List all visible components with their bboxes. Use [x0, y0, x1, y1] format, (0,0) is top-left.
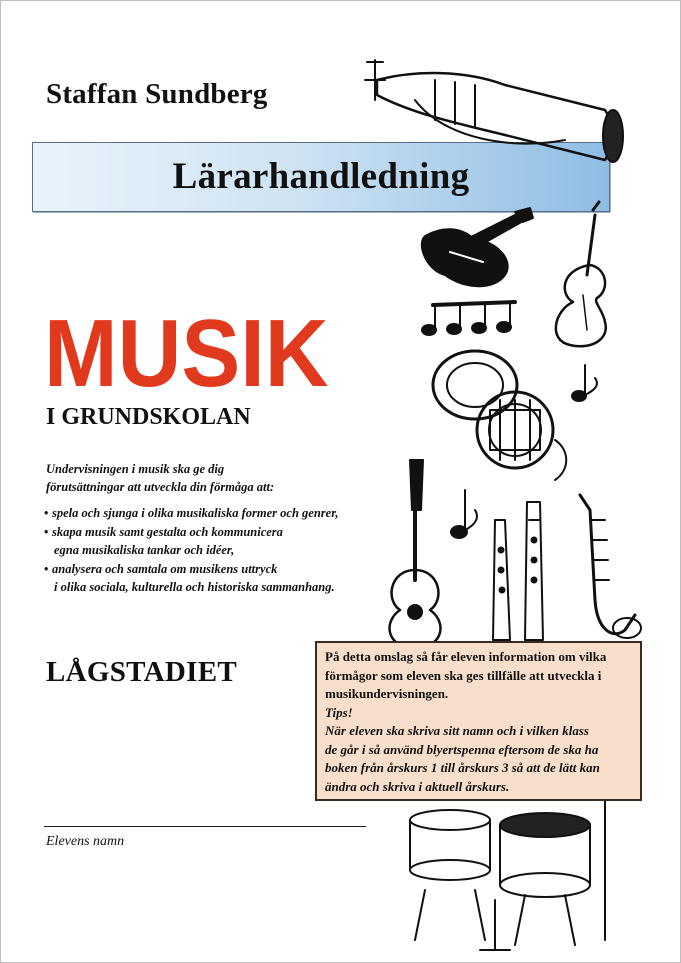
info-line-6: boken från årskurs 1 till årskurs 3 så att de lätt kan — [325, 760, 600, 775]
intro-text — [46, 460, 376, 496]
trumpet-icon — [365, 60, 623, 162]
subtitle: I GRUNDSKOLAN — [46, 404, 251, 430]
info-line-1: På detta omslag så får eleven information om vilka — [325, 649, 607, 664]
name-label: Elevens namn — [46, 834, 125, 849]
info-line-3: musikundervisningen. — [325, 686, 449, 701]
main-title: MUSIK — [44, 300, 329, 407]
author-name: Staffan Sundberg — [46, 78, 268, 110]
stage-heading: LÅGSTADIET — [46, 656, 238, 688]
info-box — [315, 641, 642, 801]
goal-item: • spela och sjunga i olika musikaliska former och genrer, — [44, 504, 414, 523]
banner-title: Lärarhandledning — [172, 156, 470, 197]
tips-label: Tips! — [325, 704, 353, 720]
name-signature-line — [44, 826, 366, 827]
electric-guitar-icon — [422, 208, 533, 286]
goal-item: • skapa musik samt gestalta och kommunicera — [44, 523, 414, 542]
info-line-5: de går i så använd blyertspenna eftersom de ska ha — [325, 741, 599, 757]
info-line-2: förmågor som eleven ska ges tillfälle att utveckla i — [325, 667, 602, 683]
music-notes-icon — [422, 302, 597, 538]
info-line-4: När eleven ska skriva sitt namn och i vilken klass — [325, 723, 589, 738]
intro-line-2: förutsättningar att utveckla din förmåga att: — [46, 480, 275, 494]
recorder-icon — [493, 502, 543, 640]
drum-kit-icon — [410, 800, 630, 950]
acoustic-guitar-icon — [390, 460, 441, 650]
info-line-7: ändra och skriva i aktuell årskurs. — [325, 778, 510, 794]
instruments-illustration — [355, 40, 681, 963]
intro-line-1: Undervisningen i musik ska ge dig — [46, 462, 225, 476]
saxophone-icon — [580, 495, 641, 638]
violin-icon — [556, 202, 606, 346]
french-horn-icon — [433, 351, 566, 480]
goal-item: • analysera och samtala om musikens uttryck — [44, 560, 414, 579]
goal-item-continuation: i olika sociala, kulturella och historiska sammanhang. — [54, 580, 335, 594]
goal-item-continuation: egna musikaliska tankar och idéer, — [54, 543, 235, 557]
